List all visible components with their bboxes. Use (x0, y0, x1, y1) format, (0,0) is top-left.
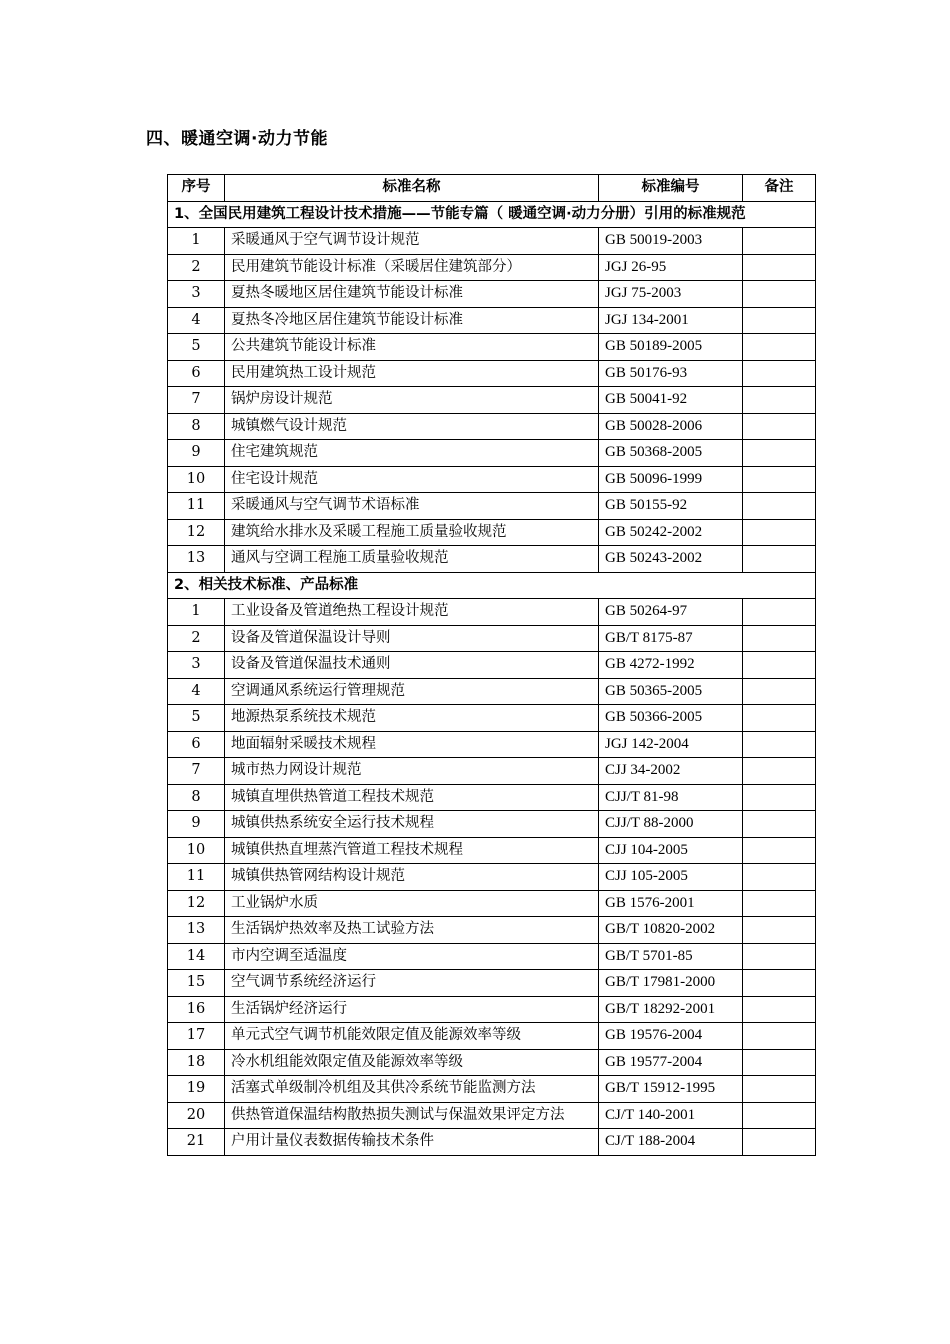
row-index: 7 (168, 758, 225, 785)
row-name: 活塞式单级制冷机组及其供冷系统节能监测方法 (225, 1076, 599, 1103)
table-row (168, 360, 816, 387)
section-row (168, 201, 816, 228)
row-remark (743, 652, 816, 679)
row-index: 1 (168, 228, 225, 255)
row-index: 7 (168, 387, 225, 414)
table-row (168, 652, 816, 679)
row-code: GB 50019-2003 (599, 228, 743, 255)
row-index: 2 (168, 625, 225, 652)
row-name: 采暖通风与空气调节术语标准 (225, 493, 599, 520)
row-name: 民用建筑热工设计规范 (225, 360, 599, 387)
row-index: 11 (168, 493, 225, 520)
row-remark (743, 917, 816, 944)
row-index: 11 (168, 864, 225, 891)
row-code: GB/T 15912-1995 (599, 1076, 743, 1103)
row-name: 城镇燃气设计规范 (225, 413, 599, 440)
header-name: 标准名称 (225, 175, 599, 202)
table-header-row (168, 175, 816, 202)
row-code: JGJ 134-2001 (599, 307, 743, 334)
row-remark (743, 1076, 816, 1103)
table-row (168, 334, 816, 361)
row-name: 住宅建筑规范 (225, 440, 599, 467)
row-code: GB 50365-2005 (599, 678, 743, 705)
table-row (168, 519, 816, 546)
table-row (168, 890, 816, 917)
table-row (168, 281, 816, 308)
row-remark (743, 334, 816, 361)
row-remark (743, 387, 816, 414)
row-code: CJJ/T 81-98 (599, 784, 743, 811)
row-remark (743, 281, 816, 308)
section-row (168, 572, 816, 599)
table-row (168, 1102, 816, 1129)
table-row (168, 254, 816, 281)
row-index: 1 (168, 599, 225, 626)
row-index: 17 (168, 1023, 225, 1050)
row-name: 空气调节系统经济运行 (225, 970, 599, 997)
row-index: 2 (168, 254, 225, 281)
table-row (168, 228, 816, 255)
table-row (168, 758, 816, 785)
row-index: 3 (168, 281, 225, 308)
row-remark (743, 1049, 816, 1076)
row-name: 设备及管道保温技术通则 (225, 652, 599, 679)
row-code: JGJ 26-95 (599, 254, 743, 281)
row-code: CJJ 34-2002 (599, 758, 743, 785)
row-name: 生活锅炉经济运行 (225, 996, 599, 1023)
row-remark (743, 307, 816, 334)
table-row (168, 1076, 816, 1103)
row-index: 16 (168, 996, 225, 1023)
row-name: 市内空调至适温度 (225, 943, 599, 970)
row-remark (743, 360, 816, 387)
row-remark (743, 837, 816, 864)
table-row (168, 625, 816, 652)
row-code: GB 50366-2005 (599, 705, 743, 732)
row-remark (743, 996, 816, 1023)
row-code: CJ/T 140-2001 (599, 1102, 743, 1129)
row-remark (743, 705, 816, 732)
row-name: 城镇直埋供热管道工程技术规范 (225, 784, 599, 811)
row-code: JGJ 142-2004 (599, 731, 743, 758)
table-row (168, 784, 816, 811)
row-name: 冷水机组能效限定值及能源效率等级 (225, 1049, 599, 1076)
row-code: CJJ 105-2005 (599, 864, 743, 891)
row-remark (743, 864, 816, 891)
row-name: 地面辐射采暖技术规程 (225, 731, 599, 758)
row-index: 18 (168, 1049, 225, 1076)
row-name: 空调通风系统运行管理规范 (225, 678, 599, 705)
row-code: GB 4272-1992 (599, 652, 743, 679)
row-index: 9 (168, 440, 225, 467)
row-index: 4 (168, 678, 225, 705)
row-code: GB 50096-1999 (599, 466, 743, 493)
row-remark (743, 678, 816, 705)
row-name: 采暖通风于空气调节设计规范 (225, 228, 599, 255)
row-index: 10 (168, 837, 225, 864)
page-title: 四、暖通空调·动力节能 (146, 129, 328, 149)
row-code: GB/T 17981-2000 (599, 970, 743, 997)
table-row (168, 307, 816, 334)
row-code: GB 50242-2002 (599, 519, 743, 546)
table-row (168, 970, 816, 997)
row-name: 生活锅炉热效率及热工试验方法 (225, 917, 599, 944)
row-index: 8 (168, 413, 225, 440)
table-row (168, 599, 816, 626)
table-row (168, 705, 816, 732)
row-code: GB 50189-2005 (599, 334, 743, 361)
row-name: 户用计量仪表数据传输技术条件 (225, 1129, 599, 1156)
row-remark (743, 599, 816, 626)
row-remark (743, 784, 816, 811)
row-remark (743, 254, 816, 281)
row-index: 13 (168, 546, 225, 573)
header-index: 序号 (168, 175, 225, 202)
row-index: 19 (168, 1076, 225, 1103)
row-remark (743, 890, 816, 917)
row-code: GB 1576-2001 (599, 890, 743, 917)
row-index: 9 (168, 811, 225, 838)
row-index: 13 (168, 917, 225, 944)
row-index: 21 (168, 1129, 225, 1156)
row-code: GB 19577-2004 (599, 1049, 743, 1076)
row-index: 3 (168, 652, 225, 679)
row-remark (743, 228, 816, 255)
row-code: GB/T 10820-2002 (599, 917, 743, 944)
row-code: GB 50041-92 (599, 387, 743, 414)
table-row (168, 493, 816, 520)
row-code: GB/T 18292-2001 (599, 996, 743, 1023)
row-remark (743, 1129, 816, 1156)
section-title: 2、相关技术标准、产品标准 (168, 572, 816, 599)
row-remark (743, 466, 816, 493)
row-remark (743, 413, 816, 440)
row-remark (743, 440, 816, 467)
row-name: 公共建筑节能设计标准 (225, 334, 599, 361)
table-row (168, 546, 816, 573)
row-remark (743, 731, 816, 758)
row-code: GB 50155-92 (599, 493, 743, 520)
row-remark (743, 1102, 816, 1129)
row-name: 城镇供热系统安全运行技术规程 (225, 811, 599, 838)
section-title: 1、全国民用建筑工程设计技术措施——节能专篇（ 暖通空调·动力分册）引用的标准规范 (168, 201, 816, 228)
row-index: 12 (168, 890, 225, 917)
row-name: 通风与空调工程施工质量验收规范 (225, 546, 599, 573)
table-row (168, 917, 816, 944)
row-name: 城镇供热直埋蒸汽管道工程技术规程 (225, 837, 599, 864)
table-row (168, 440, 816, 467)
row-code: GB 50368-2005 (599, 440, 743, 467)
row-code: CJJ/T 88-2000 (599, 811, 743, 838)
header-code: 标准编号 (599, 175, 743, 202)
row-index: 5 (168, 705, 225, 732)
row-index: 20 (168, 1102, 225, 1129)
row-name: 单元式空气调节机能效限定值及能源效率等级 (225, 1023, 599, 1050)
table-row (168, 811, 816, 838)
header-remark: 备注 (743, 175, 816, 202)
table-row (168, 1023, 816, 1050)
table-row (168, 864, 816, 891)
row-name: 夏热冬冷地区居住建筑节能设计标准 (225, 307, 599, 334)
row-code: GB/T 8175-87 (599, 625, 743, 652)
row-index: 12 (168, 519, 225, 546)
row-name: 城市热力网设计规范 (225, 758, 599, 785)
row-index: 4 (168, 307, 225, 334)
row-index: 5 (168, 334, 225, 361)
table-body (168, 201, 816, 1155)
table-row (168, 731, 816, 758)
row-name: 民用建筑节能设计标准（采暖居住建筑部分） (225, 254, 599, 281)
row-name: 设备及管道保温设计导则 (225, 625, 599, 652)
row-index: 15 (168, 970, 225, 997)
row-remark (743, 758, 816, 785)
row-name: 住宅设计规范 (225, 466, 599, 493)
row-remark (743, 519, 816, 546)
table-row (168, 943, 816, 970)
table-row (168, 413, 816, 440)
row-code: GB 50176-93 (599, 360, 743, 387)
row-index: 14 (168, 943, 225, 970)
row-index: 6 (168, 360, 225, 387)
row-code: GB 50243-2002 (599, 546, 743, 573)
table-row (168, 466, 816, 493)
row-remark (743, 625, 816, 652)
row-code: JGJ 75-2003 (599, 281, 743, 308)
table-row (168, 1049, 816, 1076)
row-remark (743, 1023, 816, 1050)
row-code: GB 50028-2006 (599, 413, 743, 440)
table-row (168, 837, 816, 864)
row-name: 供热管道保温结构散热损失测试与保温效果评定方法 (225, 1102, 599, 1129)
table-row (168, 678, 816, 705)
standards-table (167, 174, 816, 1156)
row-name: 建筑给水排水及采暖工程施工质量验收规范 (225, 519, 599, 546)
row-name: 城镇供热管网结构设计规范 (225, 864, 599, 891)
table-row (168, 996, 816, 1023)
table-row (168, 1129, 816, 1156)
row-name: 工业设备及管道绝热工程设计规范 (225, 599, 599, 626)
row-remark (743, 811, 816, 838)
row-index: 8 (168, 784, 225, 811)
row-remark (743, 970, 816, 997)
row-remark (743, 546, 816, 573)
row-code: GB 50264-97 (599, 599, 743, 626)
row-name: 锅炉房设计规范 (225, 387, 599, 414)
table-row (168, 387, 816, 414)
row-name: 地源热泵系统技术规范 (225, 705, 599, 732)
row-index: 10 (168, 466, 225, 493)
row-index: 6 (168, 731, 225, 758)
row-code: CJJ 104-2005 (599, 837, 743, 864)
row-remark (743, 943, 816, 970)
row-remark (743, 493, 816, 520)
row-code: GB/T 5701-85 (599, 943, 743, 970)
row-code: GB 19576-2004 (599, 1023, 743, 1050)
row-name: 工业锅炉水质 (225, 890, 599, 917)
row-code: CJ/T 188-2004 (599, 1129, 743, 1156)
row-name: 夏热冬暖地区居住建筑节能设计标准 (225, 281, 599, 308)
